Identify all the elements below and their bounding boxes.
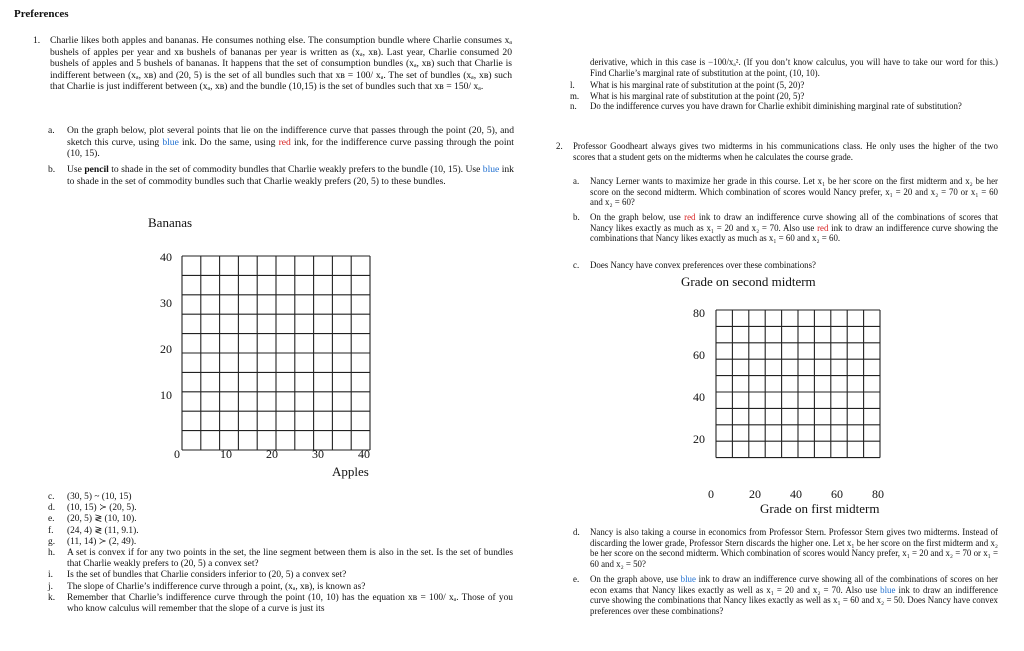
tick-label: 20 (749, 487, 761, 501)
list-item-text: Is the set of bundles that Charlie considers inferior to (20, 5) a convex set? (67, 570, 347, 581)
list-item (570, 101, 998, 112)
q1k-continued: derivative, which in this case is −100/xₐ². (If you don’t know calculus, you will have to take our word for this.) Find Charlie’s marginal rate of substitution at the point, (10, 10). (590, 57, 998, 78)
graph1-ylabel: Bananas (148, 215, 193, 230)
list-item-label: k. (48, 592, 56, 603)
graph1-grid (182, 256, 370, 450)
q1-items-2 (570, 80, 998, 112)
bananas-apples-graph (130, 210, 390, 485)
list-item (48, 570, 513, 581)
list-item-label: h. (48, 548, 56, 559)
q2-intro: Professor Goodheart always gives two midterms in his communications class. He only uses the higher of the two scores that a student gets on the midterms when he calculates the course grade. (573, 141, 998, 162)
list-item (48, 582, 513, 593)
q1a-text: On the graph below, plot several points that lie on the indifference curve that passes through the point (20, 5), and sketch this curve, using blue ink. Do the same, using red ink, for the indifference curve passing through the point (10, 15). (67, 125, 514, 160)
list-item-label: c. (48, 492, 55, 502)
list-item-label: d. (48, 503, 56, 514)
q2e-text: On the graph above, use blue ink to draw an indifference curve showing all of the combinations of scores on her econ exams that Nancy likes exactly as well as x₁ = 20 and x₂ = 70. Also use blue ink to draw an indifference curve showing the combinations that Nancy likes exactly as well as x₁ = 60 and x₂ = 50. Does Nancy have convex preferences over these combinations? (590, 574, 998, 616)
tick-label: 60 (693, 348, 705, 362)
list-item-text: (10, 15) ≻ (20, 5). (67, 503, 137, 514)
list-item-label: i. (48, 570, 53, 581)
list-item-text: Remember that Charlie’s indifference curve through the point (10, 10) has the equation xʙ = 100/ xₐ. Those of you who know calculus will remember that the slope of a curve is just its (67, 592, 513, 615)
q2-number: 2. (556, 141, 563, 151)
list-item (48, 593, 513, 615)
tick-label: 80 (872, 487, 884, 501)
q2c-label: c. (573, 260, 580, 270)
list-item-label: e. (48, 514, 55, 525)
q1b-label: b. (48, 164, 56, 175)
list-item (48, 526, 513, 537)
tick-label: 10 (160, 388, 172, 402)
q1b-text: Use pencil to shade in the set of commodity bundles that Charlie weakly prefers to the bundle (10, 15). Use blue ink to shade in the set of commodity bundles such that Charlie weakly prefers (20, 5) to these bundles. (67, 164, 514, 187)
list-item (48, 537, 513, 548)
midterm-grades-graph (660, 270, 920, 520)
graph2-ylabel: Grade on second midterm (681, 274, 816, 289)
q2b-label: b. (573, 212, 580, 222)
q2b-text: On the graph below, use red ink to draw an indifference curve showing all of the combinations of scores that Nancy likes exactly as much as x₁ = 20 and x₂ = 70. Also use red ink to draw an indifference curve showing the combinations that Nancy likes exactly as much as x₁ = 60 and x₂ = 60. (590, 212, 998, 244)
tick-label: 30 (160, 296, 172, 310)
tick-label: 30 (312, 447, 324, 461)
graph1-xlabel: Apples (332, 464, 369, 479)
list-item (570, 80, 998, 91)
tick-label: 40 (358, 447, 370, 461)
tick-label: 20 (160, 342, 172, 356)
list-item-text: What is his marginal rate of substitution at the point (20, 5)? (590, 90, 805, 101)
tick-label: 80 (693, 306, 705, 320)
list-item (48, 503, 513, 514)
list-item-text: (11, 14) ≻ (2, 49). (67, 536, 137, 547)
q2d-text: Nancy is also taking a course in economics from Professor Stern. Professor Stern gives two midterms. Instead of discarding the lower grade, Professor Stern discards the higher one. Let x₁ be her score on the first midterm and x₂ be her score on the second midterm. Which combination of scores would Nancy prefer, x₁ = 20 and x₂ = 70 or x₁ = 60 and x₂ = 50? (590, 527, 998, 569)
tick-label: 40 (693, 390, 705, 404)
tick-label: 20 (266, 447, 278, 461)
list-item-text: (24, 4) ≷ (11, 9.1). (67, 525, 139, 536)
list-item-label: g. (48, 536, 56, 547)
list-item (570, 91, 998, 102)
q2a-label: a. (573, 176, 580, 186)
q2a-text: Nancy Lerner wants to maximize her grade in this course. Let x₁ be her score on the first midterm and x₂ be her score on the second midterm. Which combination of scores would Nancy prefer, x₁ = 20 and x₂ = 70 or x₁ = 60 and x₂ = 60? (590, 176, 998, 208)
list-item (48, 548, 513, 570)
list-item (48, 492, 513, 503)
q1-items (48, 492, 513, 615)
list-item-label: j. (48, 581, 53, 592)
tick-label: 0 (174, 447, 180, 461)
q1a-label: a. (48, 125, 55, 136)
list-item-text: The slope of Charlie’s indifference curve through a point, (xₐ, xʙ), is known as? (67, 581, 366, 592)
graph2-grid (716, 310, 880, 458)
q1-intro: Charlie likes both apples and bananas. He consumes nothing else. The consumption bundle where Charlie consumes xₐ bushels of apples per year and xʙ bushels of bananas per year is written as (xₐ, xʙ). Last year, Charlie consumed 20 bushels of apples and 5 bushels of bananas. It happens that the set of consumption bundles (xₐ, xʙ) such that Charlie is indifferent between (xₐ, xʙ) and (20, 5) is the set of all bundles such that xʙ = 100/ xₐ. The set of bundles (xₐ, xʙ) such that Charlie is just indifferent between (xₐ, xʙ) and the bundle (10,15) is the set of bundles such that xʙ = 150/ xₐ. (50, 35, 512, 93)
list-item-text: What is his marginal rate of substitution at the point (5, 20)? (590, 80, 805, 90)
tick-label: 20 (693, 432, 705, 446)
q2d-label: d. (573, 527, 580, 537)
tick-label: 10 (220, 447, 232, 461)
list-item-text: (20, 5) ≷ (10, 10). (67, 514, 137, 525)
list-item-text: Do the indifference curves you have drawn for Charlie exhibit diminishing marginal rate of substitution? (590, 101, 962, 112)
graph2-xlabel: Grade on first midterm (760, 501, 880, 516)
list-item-label: n. (570, 101, 577, 112)
list-item-text: (30, 5) ~ (10, 15) (67, 492, 132, 502)
list-item-text: A set is convex if for any two points in the set, the line segment between them is also in the set. Is the set of bundles that Charlie weakly prefers to (20, 5) a convex set? (67, 548, 513, 570)
tick-label: 0 (708, 487, 714, 501)
tick-label: 40 (160, 250, 172, 264)
list-item-label: m. (570, 90, 580, 101)
q2c-text: Does Nancy have convex preferences over these combinations? (590, 260, 816, 270)
q2e-label: e. (573, 574, 580, 584)
list-item-label: l. (570, 80, 575, 90)
list-item (48, 514, 513, 525)
page-title: Preferences (14, 8, 69, 20)
tick-label: 40 (790, 487, 802, 501)
q1-number: 1. (33, 35, 41, 46)
tick-label: 60 (831, 487, 843, 501)
list-item-label: f. (48, 525, 54, 536)
